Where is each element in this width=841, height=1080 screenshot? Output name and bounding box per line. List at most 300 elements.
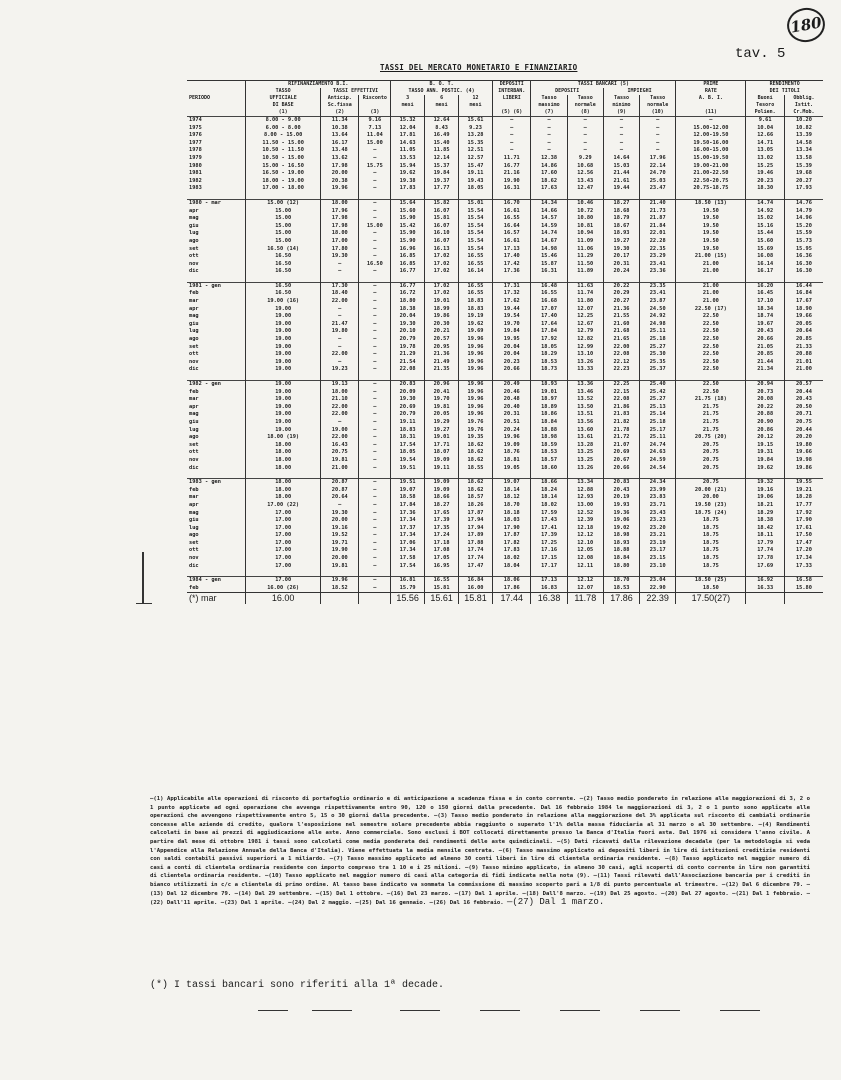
value-cell: 15.01 — [459, 199, 493, 207]
value-cell: 19.00 — [246, 427, 321, 435]
value-cell: 11.34 — [321, 117, 359, 125]
period-cell: 1983 — [189, 185, 202, 192]
value-cell: 21.36 — [425, 351, 459, 359]
value-cell: 23.15 — [640, 555, 676, 563]
value-cell: 19.21 — [784, 487, 823, 495]
value-cell: Sc.fissa — [321, 102, 359, 109]
value-cell: 17.81 — [391, 132, 425, 140]
table-row — [187, 411, 823, 419]
value-cell: 18.66 — [425, 494, 459, 502]
value-cell: 19.09 — [425, 479, 459, 487]
value-cell: 20.73 — [746, 389, 784, 397]
value-cell: 19.55 — [784, 479, 823, 487]
value-cell: 16.44 — [784, 282, 823, 290]
value-cell: — — [640, 140, 676, 148]
value-cell: 22.15 — [603, 389, 639, 397]
value-cell: 18.28 — [784, 494, 823, 502]
value-cell: — — [359, 487, 391, 495]
value-cell: 16.72 — [391, 290, 425, 298]
value-cell: 24.92 — [640, 313, 676, 321]
value-cell: 20.27 — [784, 178, 823, 186]
divider — [560, 1010, 600, 1011]
value-cell: 22.50 — [676, 359, 746, 367]
value-cell: 19.70 — [493, 321, 531, 329]
value-cell: 17.00 — [246, 510, 321, 518]
value-cell: 17.00 — [246, 547, 321, 555]
value-cell: 22.50 — [676, 313, 746, 321]
value-cell: — — [603, 117, 639, 125]
value-cell: 17.16 — [531, 547, 567, 555]
value-cell: 20.69 — [603, 449, 639, 457]
value-cell: 8.00 - 15.00 — [246, 132, 321, 140]
value-cell: 20.23 — [493, 359, 531, 367]
value-cell: 20.87 — [321, 487, 359, 495]
table-row — [187, 298, 823, 306]
value-cell: 19.90 — [321, 547, 359, 555]
table-row — [187, 132, 823, 140]
value-cell: 19.50 — [676, 246, 746, 254]
value-cell: — — [359, 502, 391, 510]
header-cell: DEPOSITI — [493, 81, 531, 89]
value-cell: 19.30 — [321, 253, 359, 261]
value-cell: 13.02 — [746, 155, 784, 163]
value-cell: 19.11 — [391, 419, 425, 427]
value-cell: 18.62 — [459, 487, 493, 495]
value-cell — [321, 593, 359, 605]
value-cell: 18.62 — [459, 479, 493, 487]
period-cell: lug — [189, 230, 199, 237]
value-cell: 20.88 — [746, 411, 784, 419]
value-cell: 25.18 — [640, 419, 676, 427]
footnotes-text: —(1) Applicabile alle operazioni di risconto di portafoglio ordinario e di anticipazione a scadenza fissa e in conto corrente. —(2) Tasso medio ponderato in relazione alle maggiorazioni di 3, 2 o 1 punto applicate ad ogni operazione che avvenga rispettivamente entro 90, 120 o 150 giorni dalla precedente. Dal 16 febbraio 1984 le maggiorazioni di 3, 2 o 1 punto sono applicate alle operazioni che avvengono rispettivamente entro 5, 15 o 30 giorni dalla precedente. —(3) Tasso medio ponderato in relazione alla maggiorazione del 3% applicata sul risconto di cambiali ordinarie concesse alle aziende di credito, qualora l'esposizione nel semestre solare precedente abbia raggiunto o superato l'1% della massa fiduciaria al 31 marzo o al 30 settembre. —(4) Rendimenti calcolati in base ai prezzi di aggiudicazione alle aste. Anno commerciale. Sono esclusi i BOT collocati direttamente presso la Banca d'Italia fuori asta. Dal 1976 si considera l'anno civile. A partire dal mese di ottobre 1981 i tassi sono calcolati come media ponderata dei rendimenti delle aste quindicinali. —(5) Dati ricavati dalla rilevazione decadale (per la metodologia si veda l'Appendice alla Relazione Annuale della Banca d'Italia). Viene effettuata la media mensile centrata. —(6) Tasso massimo applicato ai depositi liberi in lire di istituzioni creditizie residenti con saldi contabili passivi superiori a 1 miliardo. —(7) Tasso massimo applicato ad almeno 30 conti liberi in lire di clientela ordinaria residente. —(8) Tasso applicato nel maggior numero di casi a conti di clientela ordinaria residente con importo compreso tra 1 10 e i 25 milioni. —(9) Tasso minimo applicato, in almeno 30 casi, agli scoperti di conto corrente in lire non garantiti di clientela ordinaria residente. —(10) Tasso applicato nel maggior numero di casi alla categoria di fidi indicata nella nota (9). —(11) Tassi rilevati dall'Associazione bancaria per i crediti in bianco utilizzati in c/c a clientela di primo ordine. Al tasso base indicato va sommata la commissione di massimo scoperto pari a 1/8 di punto percentuale al trimestre. —(12) Dal 6 dicembre 79. —(13) Dal 12 dicembre 79. —(14) Dal 29 settembre. —(15) Dal 1 ottobre. —(16) Dal 23 marzo. —(17) Dal 1 aprile. —(18) Dall'8 marzo. —(19) Dal 25 agosto. —(20) Dal 27 agosto. —(21) Dal 1 febbraio. —(22) Dall'11 aprile. —(23) Dal 1 aprile. —(24) Dal 2 maggio. —(25) Dal 16 gennaio. —(26) Dal 16 febbraio. — [150, 796, 810, 907]
value-cell: 21.68 — [603, 328, 639, 336]
value-cell: — — [493, 132, 531, 140]
value-cell: 16.17 — [321, 140, 359, 148]
value-cell: 16.50 — [246, 261, 321, 269]
value-cell: 17.00 — [246, 525, 321, 533]
value-cell: 17.36 — [391, 510, 425, 518]
value-cell: 18.74 — [746, 313, 784, 321]
value-cell: 19.36 — [603, 510, 639, 518]
value-cell: (8) — [567, 109, 603, 117]
table-row — [187, 178, 823, 186]
value-cell: 9.23 — [459, 125, 493, 133]
table-row — [187, 253, 823, 261]
value-cell: 13.28 — [459, 132, 493, 140]
value-cell: 19.96 — [493, 434, 531, 442]
value-cell: 18.83 — [459, 306, 493, 314]
value-cell: — — [640, 147, 676, 155]
value-cell: 20.31 — [603, 261, 639, 269]
value-cell: 20.09 — [391, 389, 425, 397]
value-cell: 7.13 — [359, 125, 391, 133]
value-cell: 16.77 — [391, 268, 425, 276]
value-cell: 18.34 — [746, 306, 784, 314]
value-cell: 15.81 — [459, 593, 493, 605]
value-cell: minimo — [603, 102, 639, 109]
value-cell: 20.00 — [321, 555, 359, 563]
value-cell: 20.48 — [493, 396, 531, 404]
value-cell: 19.86 — [784, 465, 823, 473]
value-cell: — — [359, 268, 391, 276]
value-cell: — — [359, 155, 391, 163]
value-cell: 19.50 — [676, 215, 746, 223]
value-cell: 18.00 (19) — [246, 434, 321, 442]
value-cell: 18.05 — [391, 449, 425, 457]
value-cell: 18.57 — [531, 457, 567, 465]
value-cell: 16.00 — [246, 593, 321, 605]
rates-table — [187, 80, 823, 604]
value-cell: 18.73 — [531, 366, 567, 374]
value-cell: 17.90 — [784, 517, 823, 525]
value-cell: 17.34 — [391, 547, 425, 555]
period-cell: dic — [189, 268, 199, 275]
divider — [480, 1010, 520, 1011]
value-cell: 21.75 — [676, 404, 746, 412]
value-cell: 21.86 — [603, 404, 639, 412]
value-cell: — — [359, 547, 391, 555]
value-cell: 10.46 — [567, 199, 603, 207]
value-cell: 22.90 — [640, 585, 676, 593]
value-cell: 18.75 — [676, 532, 746, 540]
value-cell: 17.59 — [531, 510, 567, 518]
table-row — [187, 381, 823, 389]
value-cell: 15.44 — [746, 230, 784, 238]
value-cell: 16.50 (14) — [246, 246, 321, 254]
value-cell: 18.29 — [746, 510, 784, 518]
value-cell: 20.66 — [493, 366, 531, 374]
value-cell: 14.79 — [784, 208, 823, 216]
value-cell: 18.29 — [531, 351, 567, 359]
value-cell: 19.95 — [493, 336, 531, 344]
value-cell: 22.35 — [640, 246, 676, 254]
value-cell: 17.00 (22) — [246, 502, 321, 510]
value-cell: 18.88 — [603, 547, 639, 555]
value-cell: 20.75 — [676, 465, 746, 473]
value-cell: 16.58 — [784, 577, 823, 585]
value-cell: 20.75 — [676, 449, 746, 457]
value-cell: 23.36 — [640, 268, 676, 276]
value-cell: 15.20 — [784, 223, 823, 231]
value-cell: 18.21 — [746, 502, 784, 510]
value-cell: — — [359, 555, 391, 563]
value-cell: 17.74 — [459, 555, 493, 563]
value-cell: Cr.Mob. — [784, 109, 823, 117]
value-cell: 18.86 — [531, 411, 567, 419]
value-cell: 17.93 — [784, 185, 823, 193]
value-cell: 18.68 — [603, 208, 639, 216]
value-cell: 12.39 — [567, 517, 603, 525]
value-cell: 15.32 — [391, 117, 425, 125]
value-cell: 17.13 — [531, 577, 567, 585]
value-cell: 15.80 — [784, 585, 823, 593]
period-cell: lug — [189, 524, 199, 531]
value-cell: — — [359, 328, 391, 336]
period-cell: set — [189, 539, 199, 546]
value-cell: 18.38 — [746, 517, 784, 525]
table-row — [187, 117, 823, 125]
header-row — [187, 102, 823, 109]
value-cell: 19.00 — [246, 344, 321, 352]
table-header — [187, 81, 823, 117]
value-cell: 17.88 — [459, 540, 493, 548]
value-cell: 17.02 — [425, 261, 459, 269]
value-cell: 17.98 — [321, 163, 359, 171]
period-cell: 1981 - gen — [187, 282, 246, 290]
value-cell: 15.16 — [746, 223, 784, 231]
value-cell: 22.50 — [676, 351, 746, 359]
value-cell: 18.55 — [459, 465, 493, 473]
value-cell: 19.84 — [425, 170, 459, 178]
period-cell: dic — [189, 366, 199, 373]
value-cell: 18.05 — [531, 344, 567, 352]
value-cell: 19.01 — [425, 434, 459, 442]
value-cell: 14.96 — [784, 215, 823, 223]
value-cell: 19.00 — [246, 389, 321, 397]
value-cell: 18.38 — [391, 306, 425, 314]
value-cell: 15.39 — [784, 163, 823, 171]
value-cell: 21.00 (15) — [676, 253, 746, 261]
value-cell: 16.07 — [425, 238, 459, 246]
value-cell: 22.08 — [603, 351, 639, 359]
value-cell: 18.14 — [493, 487, 531, 495]
value-cell: — — [359, 577, 391, 585]
value-cell: 19.00 — [246, 366, 321, 374]
period-cell: ott — [189, 253, 199, 260]
value-cell: 16.70 — [493, 199, 531, 207]
value-cell: — — [359, 366, 391, 374]
value-cell: — — [493, 140, 531, 148]
value-cell: 20.31 — [493, 411, 531, 419]
value-cell: 15.90 — [391, 238, 425, 246]
value-cell: 15.00 — [246, 223, 321, 231]
value-cell: Polien. — [746, 109, 784, 117]
value-cell: (2) — [321, 109, 359, 117]
table-row — [187, 593, 823, 605]
value-cell: 15.87 — [531, 261, 567, 269]
table-row — [187, 457, 823, 465]
value-cell: 20.05 — [425, 411, 459, 419]
value-cell: 10.81 — [567, 223, 603, 231]
value-cell: 18.79 — [603, 215, 639, 223]
value-cell: 18.00 — [321, 230, 359, 238]
value-cell: 15.82 — [425, 199, 459, 207]
value-cell: 17.58 — [391, 555, 425, 563]
value-cell: 17.84 — [391, 502, 425, 510]
value-cell: 25.03 — [640, 178, 676, 186]
value-cell: 21.75 — [676, 419, 746, 427]
value-cell: — — [359, 253, 391, 261]
value-cell: 22.50 — [676, 389, 746, 397]
period-cell: apr — [189, 207, 199, 214]
value-cell: 19.81 — [321, 563, 359, 571]
value-cell: 18.88 — [531, 427, 567, 435]
value-cell: 17.54 — [391, 563, 425, 571]
value-cell: 18.75 — [676, 525, 746, 533]
value-cell: 19.96 — [459, 344, 493, 352]
table-row — [187, 563, 823, 571]
value-cell: — — [359, 321, 391, 329]
value-cell: — — [359, 185, 391, 193]
value-cell: normale — [567, 102, 603, 109]
value-cell: 16.55 — [459, 253, 493, 261]
header-cell: RATE — [676, 88, 746, 95]
value-cell: 18.70 — [603, 577, 639, 585]
value-cell: 14.57 — [531, 215, 567, 223]
value-cell: 16.55 — [459, 282, 493, 290]
value-cell: 17.78 — [746, 555, 784, 563]
header-cell: DEI TITOLI — [746, 88, 823, 95]
period-cell: ago — [189, 336, 199, 343]
period-cell: 1984 - gen — [187, 577, 246, 585]
value-cell: 8.43 — [425, 125, 459, 133]
value-cell: 17.15 — [531, 555, 567, 563]
value-cell: 17.39 — [425, 517, 459, 525]
value-cell: 17.00 — [246, 517, 321, 525]
value-cell: 25.27 — [640, 344, 676, 352]
value-cell: 17.77 — [425, 185, 459, 193]
value-cell: — — [359, 396, 391, 404]
value-cell: 16.81 — [391, 577, 425, 585]
value-cell: 20.75 (20) — [676, 434, 746, 442]
value-cell: 12.10 — [567, 540, 603, 548]
value-cell: 15.54 — [459, 208, 493, 216]
value-cell: 12.05 — [567, 547, 603, 555]
value-cell: 13.50 — [567, 404, 603, 412]
value-cell: — — [676, 117, 746, 125]
value-cell: — — [359, 381, 391, 389]
value-cell: — — [603, 147, 639, 155]
value-cell: 10.20 — [784, 117, 823, 125]
value-cell: 13.36 — [567, 381, 603, 389]
block-1983 — [187, 472, 823, 570]
value-cell: 17.96 — [640, 155, 676, 163]
value-cell: 15.64 — [391, 199, 425, 207]
value-cell: 15.40 — [425, 140, 459, 148]
value-cell: 18.00 — [246, 494, 321, 502]
value-cell: 18.02 — [493, 555, 531, 563]
value-cell: LIBERI — [493, 95, 531, 102]
value-cell: 17.50 — [784, 532, 823, 540]
value-cell: 16.61 — [493, 208, 531, 216]
value-cell: 16.85 — [391, 261, 425, 269]
value-cell: 16.00 — [459, 585, 493, 593]
value-cell: 19.54 — [493, 313, 531, 321]
period-cell: feb — [189, 388, 199, 395]
value-cell: 12.12 — [567, 577, 603, 585]
value-cell: 18.27 — [603, 199, 639, 207]
value-cell: 16.50 - 19.00 — [246, 170, 321, 178]
value-cell: 12.14 — [425, 155, 459, 163]
value-cell: 22.50 — [676, 344, 746, 352]
period-cell: nov — [189, 555, 199, 562]
period-cell: mar — [189, 494, 199, 501]
value-cell: 18.27 — [425, 502, 459, 510]
table-row — [187, 125, 823, 133]
period-cell: apr — [189, 501, 199, 508]
table-row — [187, 517, 823, 525]
value-cell: 6 — [425, 95, 459, 102]
value-cell: 20.44 — [784, 427, 823, 435]
value-cell: 18.24 — [531, 487, 567, 495]
value-cell: 18.67 — [603, 223, 639, 231]
value-cell: 20.43 — [746, 328, 784, 336]
value-cell: 12.56 — [567, 170, 603, 178]
divider — [640, 1010, 680, 1011]
value-cell: 20.50 — [784, 404, 823, 412]
value-cell: 18.59 — [531, 442, 567, 450]
value-cell: — — [321, 344, 359, 352]
value-cell: 19.27 — [425, 427, 459, 435]
value-cell: — — [603, 125, 639, 133]
value-cell: 19.50-16.00 — [676, 140, 746, 148]
value-cell: 16.38 — [531, 593, 567, 605]
value-cell: — — [359, 517, 391, 525]
value-cell: 13.25 — [567, 457, 603, 465]
period-cell: 1981 — [189, 170, 202, 177]
value-cell: 12.82 — [567, 336, 603, 344]
value-cell: 17.40 — [531, 313, 567, 321]
value-cell: 16.33 — [746, 585, 784, 593]
value-cell: 19.44 — [493, 306, 531, 314]
value-cell: — — [359, 563, 391, 571]
value-cell: 16.77 — [493, 163, 531, 171]
value-cell: 17.82 — [493, 540, 531, 548]
value-cell: 19.80 — [321, 328, 359, 336]
value-cell: 11.63 — [567, 282, 603, 290]
value-cell: 25.37 — [640, 366, 676, 374]
value-cell: 20.30 — [425, 321, 459, 329]
value-cell: — — [359, 411, 391, 419]
value-cell: (10) — [640, 109, 676, 117]
value-cell: 23.20 — [640, 525, 676, 533]
value-cell: 17.87 — [493, 532, 531, 540]
table-row — [187, 532, 823, 540]
value-cell: DI BASE — [246, 102, 321, 109]
header-row — [187, 95, 823, 102]
value-cell: 19.00 — [246, 381, 321, 389]
value-cell: 15.37 — [425, 163, 459, 171]
value-cell: — — [359, 525, 391, 533]
value-cell: 13.26 — [567, 359, 603, 367]
value-cell: 15.00 — [246, 208, 321, 216]
value-cell: 17.89 — [459, 532, 493, 540]
period-cell: set — [189, 245, 199, 252]
value-cell: 19.90 — [493, 178, 531, 186]
value-cell: 16.48 — [531, 282, 567, 290]
table-row — [187, 434, 823, 442]
value-cell: 21.55 — [603, 313, 639, 321]
value-cell: 15.75 — [359, 163, 391, 171]
value-cell: — — [531, 125, 567, 133]
value-cell: 19.84 — [746, 457, 784, 465]
value-cell: — — [567, 117, 603, 125]
value-cell — [425, 109, 459, 117]
value-cell: 19.62 — [391, 170, 425, 178]
period-cell: nov — [189, 456, 199, 463]
value-cell: 11.09 — [567, 238, 603, 246]
value-cell: — — [359, 313, 391, 321]
value-cell: — — [359, 230, 391, 238]
value-cell: 21.00 — [676, 290, 746, 298]
value-cell: — — [359, 246, 391, 254]
header-row — [187, 109, 823, 117]
value-cell: 19.30 — [391, 396, 425, 404]
header-cell: IMPIEGHI — [603, 88, 675, 95]
value-cell: 17.83 — [391, 185, 425, 193]
value-cell: 18.12 — [493, 494, 531, 502]
value-cell: 14.98 — [531, 246, 567, 254]
